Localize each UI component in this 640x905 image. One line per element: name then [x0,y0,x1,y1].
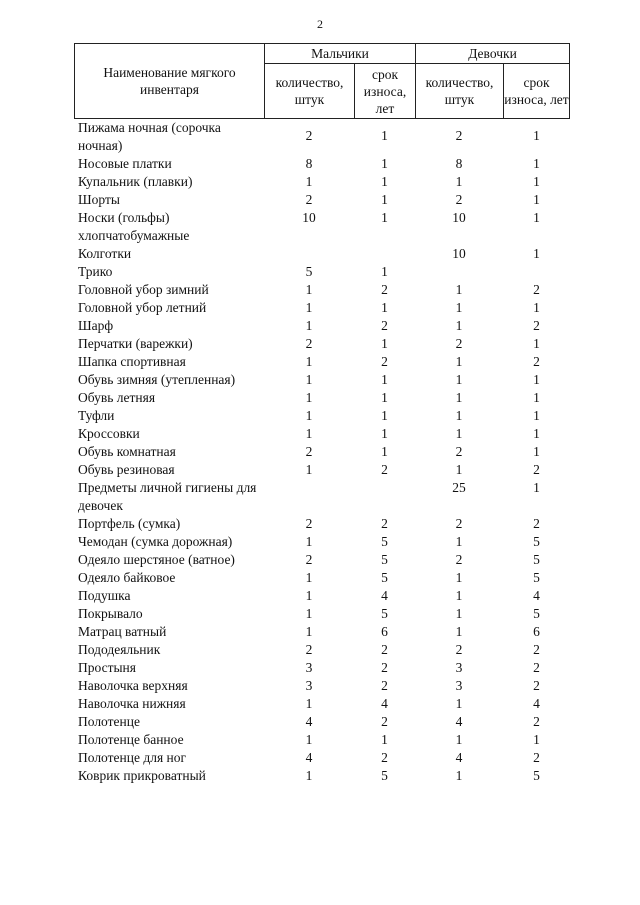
item-name: Обувь резиновая [78,462,175,477]
table-row [74,605,570,623]
boys-term: 1 [381,174,388,189]
boys-quantity: 1 [305,408,313,423]
table-row [74,515,570,533]
boys-term: 2 [381,516,388,531]
girls-quantity: 1 [455,282,463,297]
boys-term: 5 [381,606,388,621]
boys-term: 1 [381,128,388,143]
table-row [74,155,570,173]
item-name: Пододеяльник [78,642,161,657]
boys-quantity: 5 [305,264,313,279]
table-row [74,299,570,317]
table-row [74,371,570,389]
girls-quantity: 2 [455,128,463,143]
item-name: Купальник (плавки) [78,174,193,189]
table-row [74,209,570,245]
boys-term: 2 [381,354,388,369]
girls-term: 1 [533,444,540,459]
table-row [74,659,570,677]
girls-term: 1 [533,480,540,495]
table-row [74,425,570,443]
girls-term: 1 [533,128,540,143]
boys-term: 1 [381,264,388,279]
girls-quantity: 1 [455,354,463,369]
boys-term: 5 [381,570,388,585]
girls-quantity: 4 [455,714,463,729]
boys-quantity: 1 [305,732,313,747]
item-name: Покрывало [78,606,143,621]
girls-quantity: 1 [455,606,463,621]
boys-term: 2 [381,462,388,477]
girls-quantity: 1 [455,426,463,441]
table-row [74,317,570,335]
girls-quantity: 1 [455,462,463,477]
table-header [74,43,570,119]
item-name: Головной убор летний [78,300,207,315]
boys-quantity: 2 [305,444,313,459]
header-girls-qty: количество, штук [415,63,504,119]
girls-quantity: 2 [455,516,463,531]
girls-term: 1 [533,408,540,423]
girls-term: 1 [533,192,540,207]
girls-quantity: 3 [455,678,463,693]
table-row [74,695,570,713]
girls-term: 5 [533,552,540,567]
item-name: Полотенце [78,714,140,729]
item-name: Простыня [78,660,136,675]
header-boys-term: срок износа, лет [354,63,416,119]
girls-quantity: 1 [455,174,463,189]
table-row [74,551,570,569]
boys-term: 5 [381,534,388,549]
girls-term: 1 [533,210,540,225]
girls-quantity: 4 [455,750,463,765]
boys-quantity: 1 [305,318,313,333]
girls-quantity: 1 [455,372,463,387]
boys-quantity: 1 [305,768,313,783]
girls-term: 4 [533,588,540,603]
header-girls-term: срок износа, лет [503,63,570,119]
item-name: Перчатки (варежки) [78,336,193,351]
boys-quantity: 1 [305,426,313,441]
girls-term: 2 [533,714,540,729]
header-girls: Девочки [415,43,570,64]
girls-quantity: 1 [455,624,463,639]
girls-term: 1 [533,174,540,189]
boys-quantity: 1 [305,570,313,585]
boys-term: 5 [381,768,388,783]
girls-term: 1 [533,246,540,261]
item-name: Одеяло шерстяное (ватное) [78,552,235,567]
boys-quantity: 1 [305,534,313,549]
girls-quantity: 1 [455,300,463,315]
table-row [74,569,570,587]
girls-term: 1 [533,156,540,171]
boys-term: 4 [381,588,388,603]
item-name: Колготки [78,246,132,261]
item-name: Шорты [78,192,120,207]
item-name: Наволочка нижняя [78,696,186,711]
boys-quantity: 2 [305,128,313,143]
table-row [74,389,570,407]
girls-quantity: 1 [455,696,463,711]
boys-quantity: 2 [305,336,313,351]
girls-quantity: 8 [455,156,463,171]
table-row [74,407,570,425]
girls-term: 2 [533,354,540,369]
girls-term: 2 [533,660,540,675]
boys-term: 1 [381,192,388,207]
boys-quantity: 1 [305,624,313,639]
table-row [74,677,570,695]
boys-term: 1 [381,408,388,423]
item-name: Коврик прикроватный [78,768,206,783]
item-name: Полотенце банное [78,732,184,747]
girls-quantity: 1 [455,768,463,783]
boys-quantity: 4 [305,714,313,729]
girls-term: 5 [533,606,540,621]
boys-term: 2 [381,678,388,693]
girls-term: 1 [533,372,540,387]
girls-quantity: 2 [455,192,463,207]
table-row [74,767,570,785]
item-name: Кроссовки [78,426,140,441]
girls-term: 2 [533,678,540,693]
boys-term: 1 [381,156,388,171]
boys-quantity: 2 [305,642,313,657]
girls-term: 4 [533,696,540,711]
item-name: Туфли [78,408,115,423]
table-row [74,335,570,353]
girls-quantity: 2 [455,552,463,567]
boys-term: 1 [381,390,388,405]
item-name: Носовые платки [78,156,172,171]
boys-term: 1 [381,210,388,225]
boys-quantity: 1 [305,462,313,477]
girls-quantity: 2 [455,642,463,657]
boys-term: 1 [381,336,388,351]
boys-term: 1 [381,732,388,747]
boys-quantity: 1 [305,174,313,189]
boys-quantity: 1 [305,696,313,711]
table-row [74,533,570,551]
table-row [74,623,570,641]
item-name: Матрац ватный [78,624,167,639]
table-body [74,119,570,785]
table-row [74,731,570,749]
girls-quantity: 1 [455,588,463,603]
girls-term: 1 [533,426,540,441]
page-number: 2 [317,17,323,31]
girls-quantity: 2 [455,444,463,459]
boys-quantity: 4 [305,750,313,765]
table-row [74,461,570,479]
girls-term: 1 [533,336,540,351]
girls-quantity: 10 [452,246,466,261]
table-row [74,587,570,605]
header-name-column: Наименование мягкого инвентаря [74,43,265,119]
item-name: Обувь зимняя (утепленная) [78,372,236,387]
boys-quantity: 3 [305,660,313,675]
item-name: Шапка спортивная [78,354,186,369]
table-row [74,749,570,767]
boys-quantity: 1 [305,606,313,621]
table-row [74,713,570,731]
boys-term: 1 [381,444,388,459]
boys-term: 2 [381,750,388,765]
girls-term: 2 [533,318,540,333]
girls-quantity: 1 [455,732,463,747]
boys-term: 6 [381,624,388,639]
item-name: Полотенце для ног [78,750,187,765]
girls-quantity: 3 [455,660,463,675]
table-row [74,443,570,461]
boys-term: 2 [381,660,388,675]
girls-quantity: 1 [455,570,463,585]
table-row [74,191,570,209]
girls-quantity: 25 [452,480,466,495]
boys-quantity: 1 [305,390,313,405]
boys-term: 5 [381,552,388,567]
girls-quantity: 10 [452,210,466,225]
item-name: Головной убор зимний [78,282,209,297]
boys-quantity: 10 [302,210,316,225]
item-name: Пижама ночная (сорочка ночная) [78,120,221,153]
girls-term: 1 [533,732,540,747]
girls-term: 1 [533,300,540,315]
boys-term: 1 [381,372,388,387]
item-name: Носки (гольфы) хлопчатобумажные [78,210,190,243]
boys-quantity: 1 [305,588,313,603]
boys-term: 2 [381,642,388,657]
item-name: Чемодан (сумка дорожная) [78,534,233,549]
boys-term: 2 [381,282,388,297]
boys-quantity: 1 [305,300,313,315]
table-row [74,479,570,515]
boys-quantity: 2 [305,516,313,531]
table-row [74,353,570,371]
item-name: Одеяло байковое [78,570,176,585]
girls-quantity: 1 [455,534,463,549]
boys-term: 1 [381,300,388,315]
table-row [74,281,570,299]
item-name: Шарф [78,318,114,333]
girls-quantity: 1 [455,390,463,405]
table-row [74,263,570,281]
item-name: Трико [78,264,113,279]
table-row [74,245,570,263]
girls-term: 2 [533,282,540,297]
boys-quantity: 1 [305,354,313,369]
table-row [74,119,570,155]
header-boys-qty: количество, штук [264,63,355,119]
girls-quantity: 1 [455,408,463,423]
girls-term: 5 [533,768,540,783]
girls-term: 5 [533,570,540,585]
girls-term: 5 [533,534,540,549]
item-name: Предметы личной гигиены для девочек [78,480,257,513]
boys-term: 4 [381,696,388,711]
girls-term: 6 [533,624,540,639]
girls-term: 2 [533,516,540,531]
item-name: Обувь комнатная [78,444,176,459]
boys-term: 1 [381,426,388,441]
item-name: Наволочка верхняя [78,678,188,693]
girls-term: 2 [533,462,540,477]
boys-quantity: 8 [305,156,313,171]
girls-term: 2 [533,642,540,657]
girls-term: 2 [533,750,540,765]
girls-quantity: 1 [455,318,463,333]
table-row [74,173,570,191]
boys-quantity: 1 [305,372,313,387]
girls-quantity: 2 [455,336,463,351]
boys-quantity: 2 [305,552,313,567]
header-boys: Мальчики [264,43,416,64]
item-name: Портфель (сумка) [78,516,181,531]
boys-term: 2 [381,318,388,333]
table-row [74,641,570,659]
item-name: Подушка [78,588,131,603]
boys-quantity: 3 [305,678,313,693]
boys-term: 2 [381,714,388,729]
boys-quantity: 1 [305,282,313,297]
girls-term: 1 [533,390,540,405]
item-name: Обувь летняя [78,390,156,405]
boys-quantity: 2 [305,192,313,207]
